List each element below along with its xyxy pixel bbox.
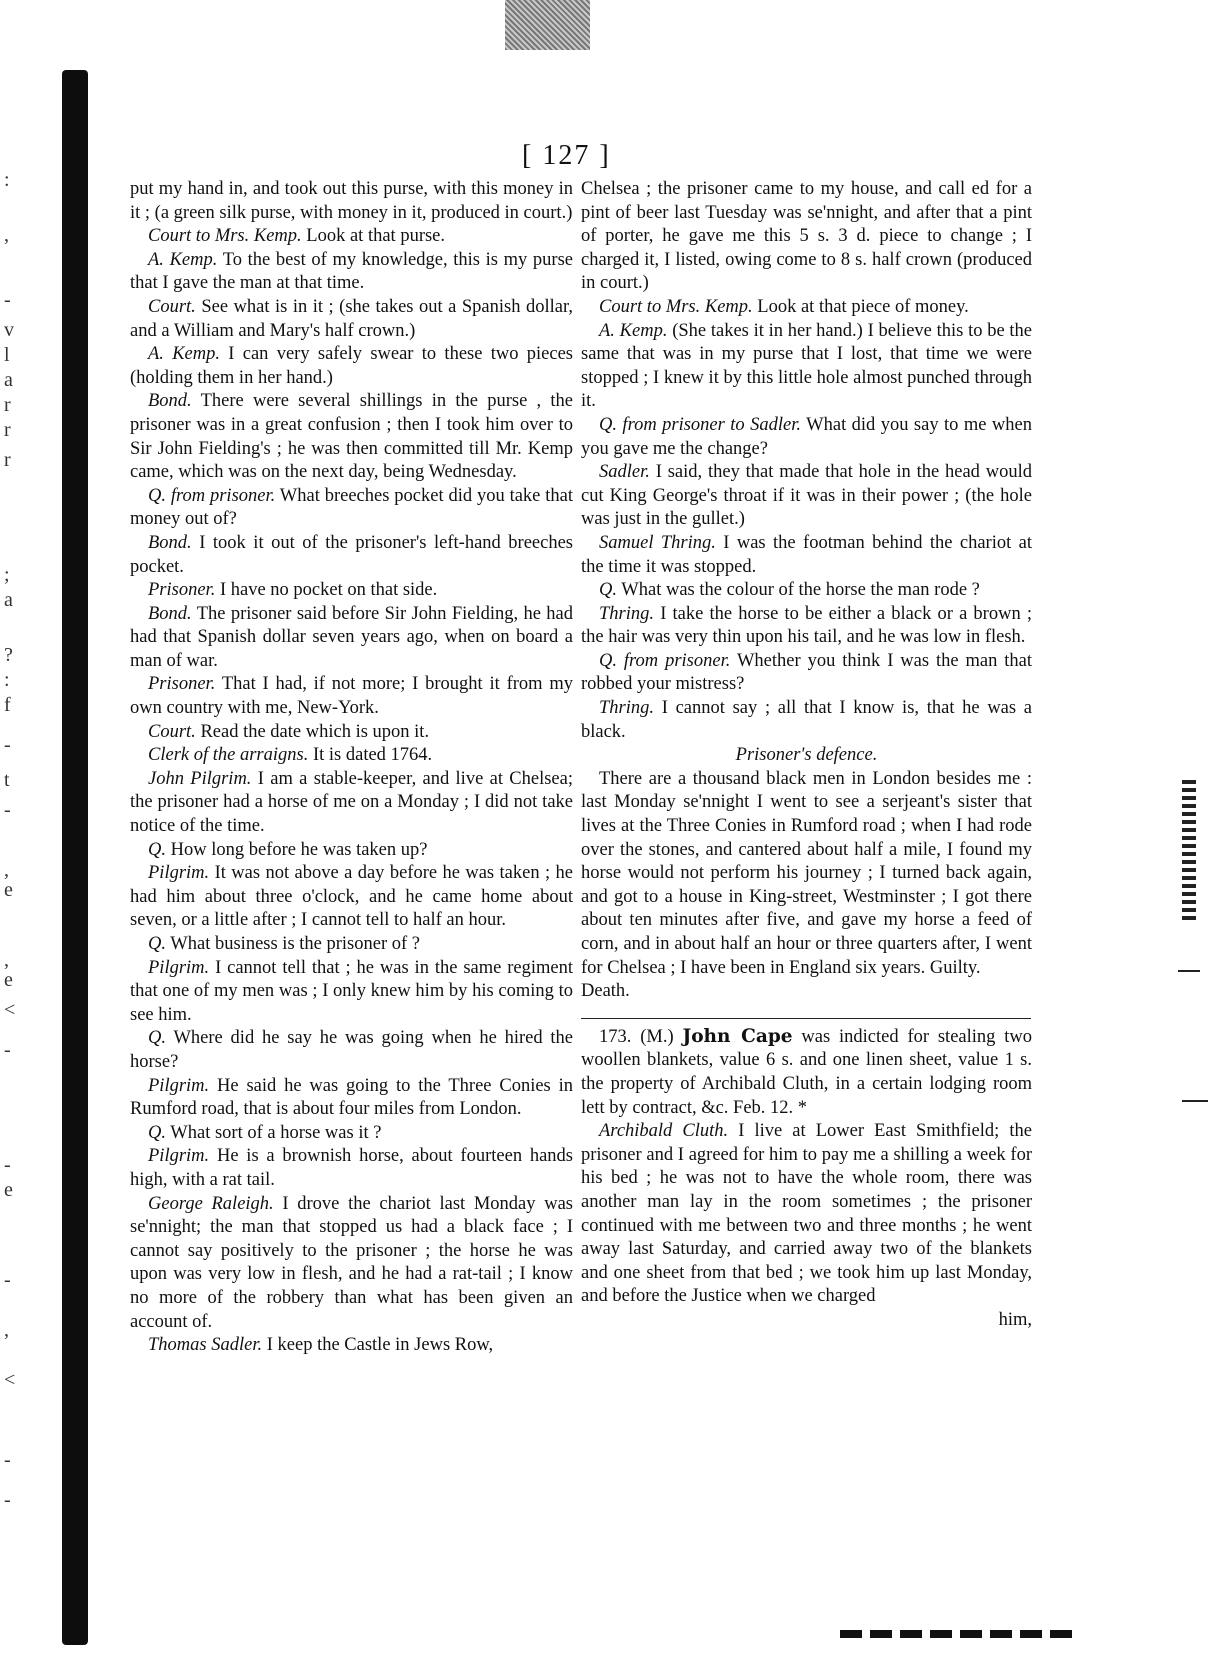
testimony-paragraph [581,414,1032,461]
testimony-paragraph [130,839,573,863]
sentence: Death. [581,981,630,1002]
speaker: A. Kemp. [148,249,218,270]
testimony-paragraph [130,603,573,674]
testimony-text: What was the colour of the horse the man rode ? [621,580,980,601]
testimony-text: I keep the Castle in Jews Row, [266,1335,494,1356]
speaker: Bond. [148,532,192,553]
testimony-paragraph [581,178,1032,296]
testimony-paragraph [130,532,573,579]
speaker: George Raleigh. [148,1193,274,1214]
testimony-text: There were several shillings in the purse , the prisoner was in a great confusion ; then I took him over to Sir John Fielding's ; he was then committed till Mr. Kemp came, which was on the next day, being Wednesday. [130,391,573,483]
testimony-text: I said, they that made that hole in the head would cut King George's throat if it was in their power ; (the hole was just in the gullet.) [581,462,1033,530]
testimony-text: Chelsea ; the prisoner came to my house, and call ed for a pint of beer last Tuesday was se'nnight, and after that a pint of porter, he gave me this 5 s. 3 d. piece to change ; I charged it, I listed, owing come to 8 s. half crown (produced in court.) [581,179,1032,294]
section-divider [581,1018,1031,1019]
speaker: Q. [148,934,166,954]
adjacent-rule [1182,1100,1208,1102]
defence-text: There are a thousand black men in London besides me : last Monday se'nnight I went to see a serjeant's sister that lives at the Three Conies in Rumford road ; when I had rode over the stones, and cantered about half a mile, I found my horse would not perform his journey ; I turned back again, and got to a house in King-street, Westminster ; I got there about ten minutes after five, and gave my horse a feed of corn, and in about half an hour or three quarters after, I went for Chelsea ; I have been in England six years. [581,768,1032,978]
testimony-paragraph [581,320,1032,414]
testimony-paragraph [130,1027,573,1074]
speaker: Q. from prisoner. [599,650,731,671]
testimony-text: I was the footman behind the chariot at the time it was stopped. [581,532,1033,577]
speaker: Thomas Sadler. [148,1335,263,1356]
speaker: Prisoner. [148,580,216,601]
testimony-text: I cannot tell that ; he was in the same regiment that one of my men was ; I only knew him by his coming to see him. [130,957,573,1025]
speaker: Thring. [599,603,655,624]
speaker: A. Kemp. [599,320,668,341]
testimony-paragraph [130,249,573,296]
testimony-text: He is a brownish horse, about fourteen hands high, with a rat tail. [130,1146,574,1190]
testimony-paragraph [581,650,1032,697]
testimony-paragraph [130,579,573,603]
testimony-paragraph [130,343,573,390]
catchword: him, [998,1309,1032,1330]
testimony-paragraph [130,296,573,343]
verdict: Guilty. [929,957,981,978]
adjacent-rule [1178,970,1200,972]
testimony-text: put my hand in, and took out this purse, with this money in it ; (a green silk purse, with money in it, produced in court.) [130,179,573,223]
testimony-text: That I had, if not more; I brought it from my own country with me, New-York. [130,674,573,719]
speaker: Q. from prisoner to Sadler. [599,414,802,435]
speaker: Q. [599,580,617,601]
adjacent-page-marks [1182,780,1196,920]
speaker: Court. [148,721,196,742]
testimony-text: Where did he say he was going when he hired the horse? [130,1028,573,1072]
testimony-paragraph [130,768,573,839]
testimony-text: What breeches pocket did you take that money out of? [130,485,573,530]
testimony-text: I take the horse to be either a black or a brown ; the hair was very thin upon his tail, and he was low in flesh. [581,603,1033,648]
testimony-text: I can very safely swear to these two pieces (holding them in her hand.) [130,344,573,388]
speaker: Court to Mrs. Kemp. [599,296,753,317]
testimony-text: Whether you think I was the man that robbed your mistress? [581,650,1032,695]
testimony-text: What business is the prisoner of ? [170,934,420,954]
speaker: Pilgrim. [148,863,210,884]
testimony-paragraph [130,1145,573,1192]
testimony-paragraph [581,296,1032,320]
cluth-paragraph [581,1120,1032,1309]
right-column-testimony [581,178,1032,744]
testimony-text: I am a stable-keeper, and live at Chelsea; the prisoner had a horse of me on a Monday ; I did not take notice of the time. [130,768,573,837]
testimony-text: What sort of a horse was it ? [170,1122,382,1143]
testimony-text: I drove the chariot last Monday was se'nnight; the man that stopped us had a black face ; I cannot say positively to the prisoner ; the horse he was upon was very low in flesh, and he had a rat-tail ; I know no more of the robbery than what has been given an account of. [130,1193,574,1332]
library-stamp [505,0,590,50]
speaker: Prisoner. [148,674,216,695]
testimony-text: It was not above a day before he was taken ; he had him about three o'clock, and he came home about seven, or a little after ; I cannot tell to half an hour. [130,863,574,931]
testimony-text: Look at that purse. [306,226,446,247]
testimony-text: To the best of my knowledge, this is my purse that I gave the man at that time. [130,249,574,294]
testimony-paragraph [130,178,573,225]
right-column [581,178,1032,1333]
testimony-paragraph [130,1334,573,1358]
speaker: Pilgrim. [148,957,210,978]
testimony-paragraph [130,933,573,957]
testimony-paragraph [130,1122,573,1146]
case-173-paragraph [581,1025,1032,1120]
speaker: Bond. [148,391,192,412]
speaker: Q. [148,1122,166,1143]
testimony-text: See what is in it ; (she takes out a Spanish dollar, and a William and Mary's half crown.) [130,296,574,341]
testimony-paragraph [581,532,1032,579]
speaker: John Pilgrim. [148,768,252,789]
testimony-paragraph [130,390,573,484]
testimony-paragraph [130,957,573,1028]
testimony-paragraph [130,1193,573,1335]
speaker: Q. [148,839,166,860]
testimony-paragraph [581,697,1032,744]
indictment-text: was indicted for stealing two woollen blankets, value 6 s. and one linen sheet, value 1 s. the property of Archibald Cluth, in a certain lodging room lett by contract, &c. Feb. 12. * [581,1026,1032,1118]
speaker: Court to Mrs. Kemp. [148,226,302,247]
testimony-paragraph [130,225,573,249]
testimony-paragraph [130,721,573,745]
speaker: Court. [148,296,196,317]
testimony-text: Read the date which is upon it. [200,721,430,742]
speaker: Pilgrim. [148,1075,210,1096]
speaker: A. Kemp. [148,344,220,365]
speaker: Thring. [599,698,655,719]
testimony-text: I took it out of the prisoner's left-hand breeches pocket. [130,532,574,577]
defendant-name: John Cape [682,1025,793,1047]
defence-paragraph [581,768,1032,1004]
testimony-paragraph [581,603,1032,650]
footer-marks [840,1630,1080,1638]
testimony-text: I have no pocket on that side. [219,580,438,601]
testimony-paragraph [581,579,1032,603]
testimony-text: How long before he was taken up? [170,839,428,860]
speaker: Q. [148,1028,166,1049]
left-column [130,178,573,1358]
testimony-paragraph [130,744,573,768]
speaker: Bond. [148,603,192,624]
speaker: Samuel Thring. [599,532,716,553]
testimony-text: I live at Lower East Smithfield; the prisoner and I agreed for him to pay me a shilling a week for his bed ; he was not to have the whole room, there was another man lay in the room sometimes ; the prisoner continued with me between two and three months ; he went away last Saturday, and carried away two of the blankets and one sheet from that bed ; we took him up last Monday, and before the Justice when we charged [581,1121,1032,1307]
speaker: Archibald Cluth. [599,1121,729,1142]
page-number: [ 127 ] [522,140,611,171]
testimony-text: Look at that piece of money. [757,296,969,317]
speaker: Q. from prisoner. [148,485,276,506]
case-number: 173. (M.) [599,1026,674,1047]
adjacent-page-edge: : , - v l a r r r ; a ? : f - t - , e , e < - - e - , < - - [4,169,16,1511]
testimony-paragraph [130,485,573,532]
defence-heading: Prisoner's defence. [735,745,878,766]
speaker: Pilgrim. [148,1146,210,1167]
binding-shadow [62,70,88,1645]
testimony-paragraph [130,862,573,933]
testimony-text: It is dated 1764. [312,745,433,766]
testimony-text: I cannot say ; all that I know is, that he was a black. [581,698,1032,742]
testimony-text: What did you say to me when you gave me the change? [581,414,1033,459]
testimony-text: The prisoner said before Sir John Fielding, he had had that Spanish dollar seven years ago, when on board a man of war. [130,603,573,671]
testimony-text: He said he was going to the Three Conies in Rumford road, that is about four miles from London. [130,1075,573,1120]
speaker: Sadler. [599,462,650,483]
testimony-paragraph [130,1075,573,1122]
testimony-text: (She takes it in her hand.) I believe this to be the same that was in my purse that I lost, that time we were stopped ; I knew it by this little hole almost punched through it. [581,320,1033,412]
testimony-paragraph [581,461,1032,532]
testimony-paragraph [130,673,573,720]
speaker: Clerk of the arraigns. [148,745,309,766]
